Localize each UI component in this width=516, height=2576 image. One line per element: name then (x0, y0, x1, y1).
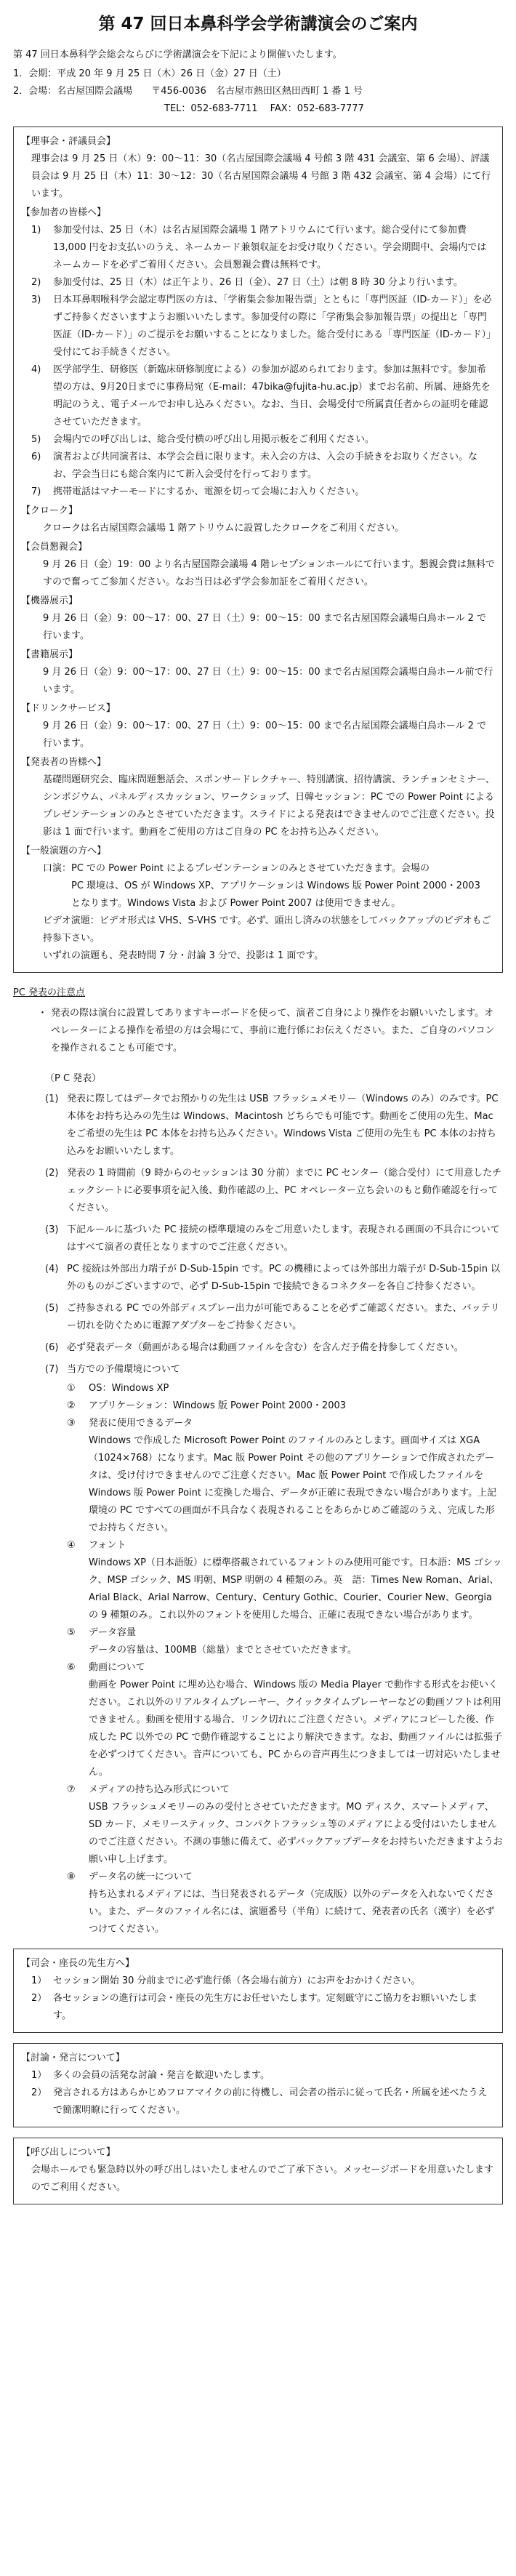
item-number: 1） (31, 1975, 47, 1986)
intro-text: 第 47 回日本鼻科学会総会ならびに学術講演会を下記により開催いたします。 (13, 49, 342, 60)
equipment-text: 9 月 26 日（金）9：00～17：00、27 日（土）9：00～15：00 まで名古屋国際会議場白鳥ホール 2 で行います。 (43, 613, 487, 641)
list-item (31, 483, 495, 501)
env-text: 持ち込まれるメディアには、当日発表されるデータ（完成版）以外のデータを入れないでください。また、データのファイル名には、演題番号（半角）に続けて、発表者の氏名（漢字）を必ずつけてください。 (89, 1889, 495, 1935)
item-number: 1） (31, 2070, 47, 2081)
paging-box (13, 2138, 503, 2204)
general-line: PC 環境は、OS が Windows XP、アプリケーションは Windows 版 Power Point 2000・2003 (43, 880, 480, 891)
env-heading: 動画について (89, 1662, 145, 1673)
env-item (67, 1659, 503, 1781)
env-heading: メディアの持ち込み形式について (89, 1784, 230, 1795)
env-text: データの容量は、100MB（総量）までとさせていただきます。 (89, 1645, 357, 1656)
item-text: PC 接続は外部出力端子が D-Sub-15pin です。PC の機種によっては外部出力端子が D-Sub-15pin 以外のものがございますので、必ず D-Sub-15pin で接続できるコネクターを各自ご持参ください。 (67, 1264, 501, 1292)
env-item (67, 1869, 503, 1938)
section-heading-cloak: 【クローク】 (21, 505, 78, 516)
env-item (67, 1781, 503, 1869)
item-number: ⑧ (67, 1871, 76, 1882)
list-item (31, 361, 495, 431)
item-text: セッション開始 30 分前までに必ず進行係（各会場右前方）にお声をおかけください。 (53, 1975, 421, 1986)
list-item (31, 2085, 495, 2119)
item-number: 4) (31, 364, 41, 375)
section-heading-attendees: 【参加者の皆様へ】 (21, 207, 107, 218)
pc-bullet-text: 発表の際は演台に設置してありますキーボードを使って、演者ご自身により操作をお願いいたします。オペレーターによる操作を希望の方は会場にて、事前に進行係にお伝えください。また、ご自身のパソコンを操作されることも可能です。 (51, 1008, 495, 1054)
list-item (45, 1300, 503, 1335)
item-text: 多くの会員の活発な討論・発言を歓迎いたします。 (53, 2070, 270, 2081)
item-number: 3) (31, 294, 41, 305)
item-number: ③ (67, 1418, 76, 1429)
item-number: (5) (45, 1303, 59, 1314)
env-heading: データ名の統一について (89, 1871, 193, 1882)
item-text: 参加受付は、25 日（木）は正午より、26 日（金）、27 日（土）は朝 8 時 30 分より行います。 (53, 277, 463, 288)
item-number: ⑤ (67, 1627, 76, 1638)
pc-items (35, 1091, 503, 1938)
section-heading-board: 【理事会・評議員会】 (21, 136, 116, 147)
env-item (67, 1537, 503, 1624)
item-number: (6) (45, 1342, 59, 1353)
item-text: 必ず発表データ（動画がある場合は動画ファイルを含む）を含んだ予備を持参してください。 (67, 1342, 464, 1353)
paging-text: 会場ホールでも緊急時以外の呼び出しはいたしませんのでご了承下さい。メッセージボードを用意いたしますのでご利用ください。 (31, 2164, 493, 2193)
env-text: 動画を Power Point に埋め込む場合、Windows 版の Media Player で動作する形式をお使いください。これ以外のリアルタイムプレーヤー、クイックタイムプレーヤーなどの動画ソフトは利用できません。動画を使用する場合、リンク切れにご注意ください。メディアにコピーした後、作成した PC 以外での PC で動作確認することにより解決できます。なお、動画ファイルには拡張子を必ずつけてください。音声についても、PC からの音声再生につきましては一切対応いたしません。 (89, 1680, 503, 1778)
list-item (45, 1361, 503, 1938)
section-heading-drinks: 【ドリンクサービス】 (21, 703, 116, 714)
item-number: ① (67, 1383, 76, 1394)
pc-sub-heading: （P C 発表） (45, 1073, 102, 1084)
pc-notes (13, 1005, 503, 1938)
list-item (45, 1221, 503, 1256)
environment-list (67, 1380, 503, 1938)
item-number: 5) (31, 434, 41, 445)
section-heading-discussion: 【討論・発言について】 (21, 2053, 125, 2063)
books-text: 9 月 26 日（金）9：00～17：00、27 日（土）9：00～15：00 まで名古屋国際会議場白鳥ホール前で行います。 (43, 667, 493, 695)
section-heading-speakers: 【発表者の皆様へ】 (21, 757, 107, 768)
drinks-text: 9 月 26 日（金）9：00～17：00、27 日（土）9：00～15：00 まで名古屋国際会議場白鳥ホール 2 で行います。 (43, 721, 487, 749)
event-overview (13, 65, 503, 118)
item-number: (1) (45, 1094, 59, 1104)
list-item (45, 1339, 503, 1357)
general-line: いずれの演題も、発表時間 7 分・討論 3 分で、投影は 1 面です。 (43, 950, 324, 961)
list-item (45, 1165, 503, 1217)
bullet-icon: ・ (38, 1008, 48, 1019)
item-text: ご持参される PC での外部ディスプレー出力が可能であることを必ずご確認ください。また、バッテリー切れを防ぐために電源アダプターをご持参ください。 (67, 1303, 500, 1331)
env-text: Windows で作成した Microsoft Power Point のファイルのみとします。画面サイズは XGA（1024×768）になります。Mac 版 Power Point その他のアプリケーションで作成されたデータは、受け付けできませんのでご注意ください。Mac 版 Power Point で作成したファイルを Windows 版 Power Point に変換した場合、データが正確に表現できない場合があります。上記環境の PC ですべての画面が不具合なく表現されることをあらかじめご確認のうえ、完成した形でお持ちください。 (89, 1435, 497, 1533)
attendee-list (21, 222, 495, 501)
speakers-text: 基礎問題研究会、臨床問題懇話会、スポンサードレクチャー、特別講演、招待講演、ランチョンセミナー、シンポジウム、パネルディスカッション、ワークショップ、日韓セッション：PC での Power Point によるプレゼンテーションのみとさせていただきます。スライドによる発表はできませんのでご注意ください。投影は 1 面で行います。動画をご使用の方はご自身の PC をお持ち込みください。 (43, 774, 495, 838)
item-number: (2) (45, 1168, 59, 1179)
item-text: 会場内での呼び出しは、総合受付横の呼び出し用掲示板をご利用ください。 (53, 434, 375, 445)
section-heading-party: 【会員懇親会】 (21, 542, 88, 553)
item-number: (3) (45, 1224, 59, 1235)
list-item (31, 292, 495, 361)
item-number: ② (67, 1400, 76, 1411)
env-item (67, 1415, 503, 1537)
discussion-list (21, 2067, 495, 2119)
item-number: 2） (31, 1993, 47, 2004)
item-number: 2） (31, 2087, 47, 2098)
env-heading: フォント (89, 1540, 126, 1551)
item-text: 演者および共同演者は、本学会会員に限ります。未入会の方は、入会の手続きをお取りください。なお、学会当日にも総合案内にて新入会受付を行っております。 (53, 452, 477, 480)
item-number: ④ (67, 1540, 76, 1551)
chair-box (13, 1949, 503, 2033)
item-number: ⑦ (67, 1784, 76, 1795)
item-number: (7) (45, 1364, 59, 1375)
item-number: 6) (31, 452, 41, 462)
discussion-box (13, 2043, 503, 2127)
list-item (31, 1973, 495, 1990)
board-text: 理事会は 9 月 25 日（木）9：00～11：30（名古屋国際会議場 4 号館 3 階 431 会議室、第 6 会場）、評議員会は 9 月 25 日（木）11：30～12：30（名古屋国際会議場 4 号館 3 階 432 会議室、第 4 会場）にて行います。 (31, 153, 491, 199)
cloak-text: クロークは名古屋国際会議場 1 階アトリウムに設置したクロークをご利用ください。 (43, 523, 405, 534)
pc-title: PC 発表の注意点 (13, 987, 86, 998)
item-text: 日本耳鼻咽喉科学会認定専門医の方は、「学術集会参加報告票」とともに「専門医証（ID-カード）」を必ずご持参くださいますようお願いいたします。参加受付の際に「学術集会参加報告票」の提出と「専門医証（ID-カード）」のご提示をお願いすることになりました。総合受付にある「専門医証（ID-カード）」受付にてお手続きください。 (53, 294, 492, 358)
list-item (31, 274, 495, 292)
general-text (21, 860, 495, 965)
list-item (31, 449, 495, 483)
env-item (67, 1380, 503, 1397)
env-item (67, 1397, 503, 1415)
party-text: 9 月 26 日（金）19：00 より名古屋国際会議場 4 階レセプションホールにて行います。懇親会費は無料ですので奮ってご参加ください。なお当日は必ず学会参加証をご着用ください。 (43, 559, 495, 587)
section-heading-general: 【一般演題の方へ】 (21, 846, 107, 856)
info-box (13, 127, 503, 973)
item-text: 当方での予備環境について (67, 1364, 180, 1375)
chair-list (21, 1973, 495, 2025)
item-text: 携帯電話はマナーモードにするか、電源を切って会場にお入りください。 (53, 486, 365, 497)
section-heading-paging: 【呼び出しについて】 (21, 2147, 116, 2158)
item-number: ⑥ (67, 1662, 76, 1673)
list-item (31, 431, 495, 449)
item-number: 2) (31, 277, 41, 288)
overview-line: 2．会場：名古屋国際会議場 〒456-0036 名古屋市熱田区熱田西町 1 番 1 号 (13, 86, 363, 97)
list-item (45, 1261, 503, 1296)
item-text: 下記ルールに基づいた PC 接続の標準環境のみをご用意いたします。表現される画面の不具合についてはすべて演者の責任となりますのでご注意ください。 (67, 1224, 500, 1253)
item-text: 発表の 1 時間前（9 時からのセッションは 30 分前）までに PC センター（総合受付）にて用意したチェックシートに必要事項を記入後、動作確認の上、PC オペレーター立ち会いのもと動作確認を行ってください。 (67, 1168, 502, 1213)
pc-bullet (35, 1005, 503, 1057)
env-heading: アプリケーション：Windows 版 Power Point 2000・2003 (89, 1400, 347, 1411)
overview-line: TEL：052-683-7711 FAX：052-683-7777 (13, 103, 364, 114)
list-item (31, 2067, 495, 2085)
list-item (45, 1091, 503, 1160)
item-text: 医学部学生、研修医（新臨床研修制度による）の参加が認められております。参加は無料です。参加希望の方は、9月20日までに事務局宛（E-mail：47bika@fujita-hu.ac.jp）までお名前、所属、連絡先を明記のうえ、電子メールでお申し込みください。なお、当日、会場受付で所属責任者からの証明を確認させていただきます。 (53, 364, 491, 428)
general-line: 口演：PC での Power Point によるプレゼンテーションのみとさせていただきます。会場の (43, 863, 430, 874)
env-heading: データ容量 (89, 1627, 137, 1638)
list-item (31, 222, 495, 274)
env-text: USB フラッシュメモリーのみの受付とさせていただきます。MO ディスク、スマートメディア、SD カード、メモリースティック、コンパクトフラッシュ等のメディアによる受付はいたしませんのでご注意ください。不測の事態に備えて、必ずバックアップデータをお持ちいただきますようお願い申し上げます。 (89, 1802, 503, 1865)
item-text: 発表に際してはデータでお預かりの先生は USB フラッシュメモリー（Windows のみ）のみです。PC 本体をお持ち込みの先生は Windows、Macintosh どちらでも可能です。動画をご使用の先生、Mac をご希望の先生は PC 本体をお持ち込みください。Windows Vista ご使用の先生も PC 本体のお持ち込みをお願いいたします。 (67, 1094, 499, 1157)
list-item (31, 1990, 495, 2025)
env-heading: 発表に使用できるデータ (89, 1418, 193, 1429)
section-heading-equipment: 【機器展示】 (21, 595, 78, 606)
item-number: 7) (31, 486, 41, 497)
general-line: ビデオ演題：ビデオ形式は VHS、S-VHS です。必ず、頭出し済みの状態をしてバックアップのビデオもご持参下さい。 (43, 915, 491, 944)
env-heading: OS：Windows XP (89, 1383, 169, 1394)
item-number: 1) (31, 225, 41, 236)
general-line: となります。Windows Vista および Power Point 2007 は使用できません。 (43, 898, 401, 909)
env-text: Windows XP（日本語版）に標準搭載されているフォントのみ使用可能です。日本語：MS ゴシック、MSP ゴシック、MS 明朝、MSP 明朝の 4 種類のみ。英 語：Times New Roman、Arial、Arial Black、Arial Narrow、Century、Century Gothic、Courier、Courier New、Georgia の 9 種類のみ。これ以外のフォントを使用した場合、正確に表現できない場合があります。 (89, 1557, 502, 1621)
overview-line: 1．会期：平成 20 年 9 月 25 日（木）26 日（金）27 日（土） (13, 68, 286, 79)
item-number: (4) (45, 1264, 59, 1275)
item-text: 参加受付は、25 日（木）は名古屋国際会議場 1 階アトリウムにて行います。総合受付にて参加費 13,000 円をお支払いのうえ、ネームカード兼領収証をお受け取りください。学会期間中、会場内ではネームカードを必ずご着用ください。会員懇親会費は無料です。 (53, 225, 487, 270)
section-heading-books: 【書籍展示】 (21, 649, 78, 660)
page-title: 第 47 回日本鼻科学会学術講演会のご案内 (98, 15, 418, 33)
item-text: 発言される方はあらかじめフロアマイクの前に待機し、司会者の指示に従って氏名・所属を述べたうえで簡潔明瞭に行ってください。 (53, 2087, 488, 2116)
env-item (67, 1624, 503, 1659)
item-text: 各セッションの進行は司会・座長の先生方にお任せいたします。定刻厳守にご協力をお願いいたします。 (53, 1993, 477, 2021)
section-heading-chair: 【司会・座長の先生方へ】 (21, 1958, 135, 1969)
